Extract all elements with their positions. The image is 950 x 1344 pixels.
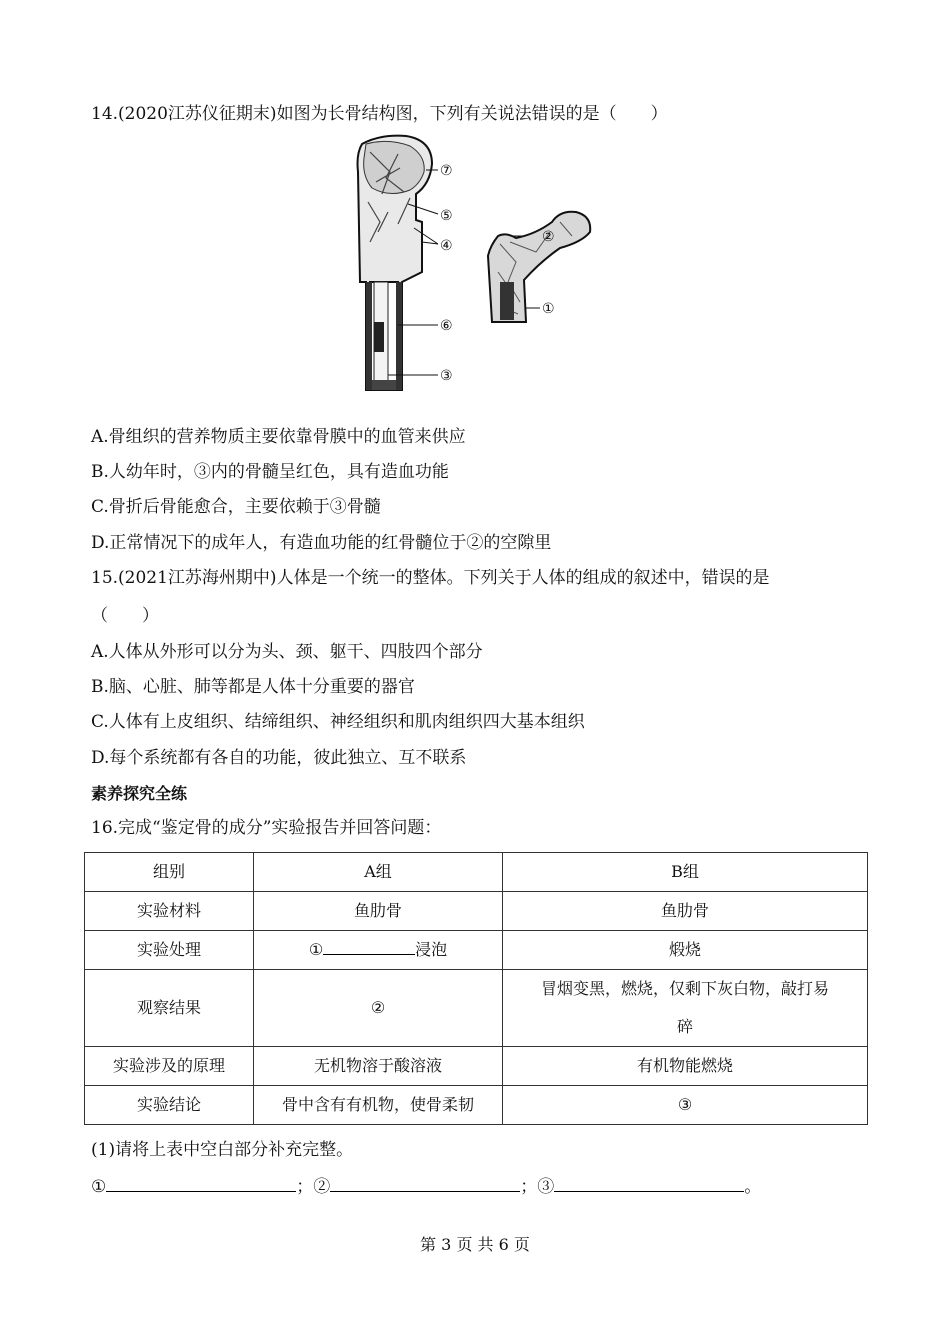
q16-sub1: (1)请将上表中空白部分补充完整。: [91, 1140, 354, 1160]
q14-option-a: A.骨组织的营养物质主要依靠骨膜中的血管来供应: [91, 427, 466, 447]
cell-a: 鱼肋骨: [254, 892, 503, 931]
cell-a: [254, 931, 503, 970]
table-header-row: [85, 853, 868, 892]
q15-stem-parens: （ ）: [91, 606, 159, 626]
cell-a-suffix: 浸泡: [415, 940, 448, 959]
cell-b: 煅烧: [503, 931, 868, 970]
experiment-report-table: [84, 852, 868, 1125]
row-label: 实验结论: [85, 1086, 254, 1125]
q16-stem: 16.完成“鉴定骨的成分”实验报告并回答问题：: [91, 818, 442, 838]
label-3: ③: [440, 368, 453, 384]
cell-b: 鱼肋骨: [503, 892, 868, 931]
q15-option-b: B.脑、心脏、肺等都是人体十分重要的器官: [91, 677, 415, 697]
cell-b: [503, 970, 868, 1047]
table-row: [85, 931, 868, 970]
row-label: 实验涉及的原理: [85, 1047, 254, 1086]
blank-marker: ①: [308, 940, 324, 959]
q14-option-b: B.人幼年时，③内的骨髓呈红色，具有造血功能: [91, 462, 449, 482]
row-label: 实验材料: [85, 892, 254, 931]
fill-blank[interactable]: [323, 938, 415, 955]
table-row: [85, 970, 868, 1047]
q15-option-a: A.人体从外形可以分为头、颈、躯干、四肢四个部分: [91, 642, 483, 662]
section-title: 素养探究全练: [91, 784, 188, 803]
answer-end: 。: [744, 1177, 762, 1197]
page-footer: 第 3 页 共 6 页: [420, 1235, 530, 1254]
q14-stem: 14.(2020江苏仪征期末)如图为长骨结构图，下列有关说法错误的是（ ）: [91, 104, 668, 124]
label-5: ⑤: [440, 208, 453, 224]
q15-option-d: D.每个系统都有各自的功能，彼此独立、互不联系: [91, 748, 467, 768]
answer-marker-3: ；③: [520, 1177, 555, 1197]
answer-blank-3[interactable]: [554, 1175, 744, 1192]
label-1: ①: [542, 301, 555, 317]
q15-stem: 15.(2021江苏海州期中)人体是一个统一的整体。下列关于人体的组成的叙述中，错误的是: [91, 568, 770, 588]
q15-option-c: C.人体有上皮组织、结缔组织、神经组织和肌肉组织四大基本组织: [91, 712, 585, 732]
cell-a: 无机物溶于酸溶液: [254, 1047, 503, 1086]
answer-marker-2: ；②: [296, 1177, 331, 1197]
table-row: [85, 1047, 868, 1086]
answer-marker-1: ①: [91, 1177, 107, 1197]
answer-blank-1[interactable]: [106, 1175, 296, 1192]
cell-b: 有机物能燃烧: [503, 1047, 868, 1086]
table-row: [85, 892, 868, 931]
cell-a: 骨中含有有机物，使骨柔韧: [254, 1086, 503, 1125]
q14-option-d: D.正常情况下的成年人，有造血功能的红骨髓位于②的空隙里: [91, 533, 552, 553]
label-4: ④: [440, 238, 453, 254]
table-row: [85, 1086, 868, 1125]
table-header: B组: [503, 853, 868, 892]
label-2: ②: [542, 229, 555, 245]
femur-head-section: [488, 212, 590, 322]
cell-b: ③: [503, 1086, 868, 1125]
row-label: 实验处理: [85, 931, 254, 970]
long-bone-section: [358, 136, 433, 390]
cell-a: ②: [254, 970, 503, 1047]
long-bone-figure: [340, 132, 620, 397]
q16-answer-line: [91, 1175, 761, 1198]
label-6: ⑥: [440, 318, 453, 334]
answer-blank-2[interactable]: [330, 1175, 520, 1192]
row-label: 观察结果: [85, 970, 254, 1047]
label-7: ⑦: [440, 163, 453, 179]
table-header: A组: [254, 853, 503, 892]
cell-b-line2: 碎: [676, 1017, 693, 1036]
table-header: 组别: [85, 853, 254, 892]
cell-b-line1: 冒烟变黑，燃烧，仅剩下灰白物，敲打易: [540, 979, 829, 998]
q14-option-c: C.骨折后骨能愈合，主要依赖于③骨髓: [91, 497, 381, 517]
